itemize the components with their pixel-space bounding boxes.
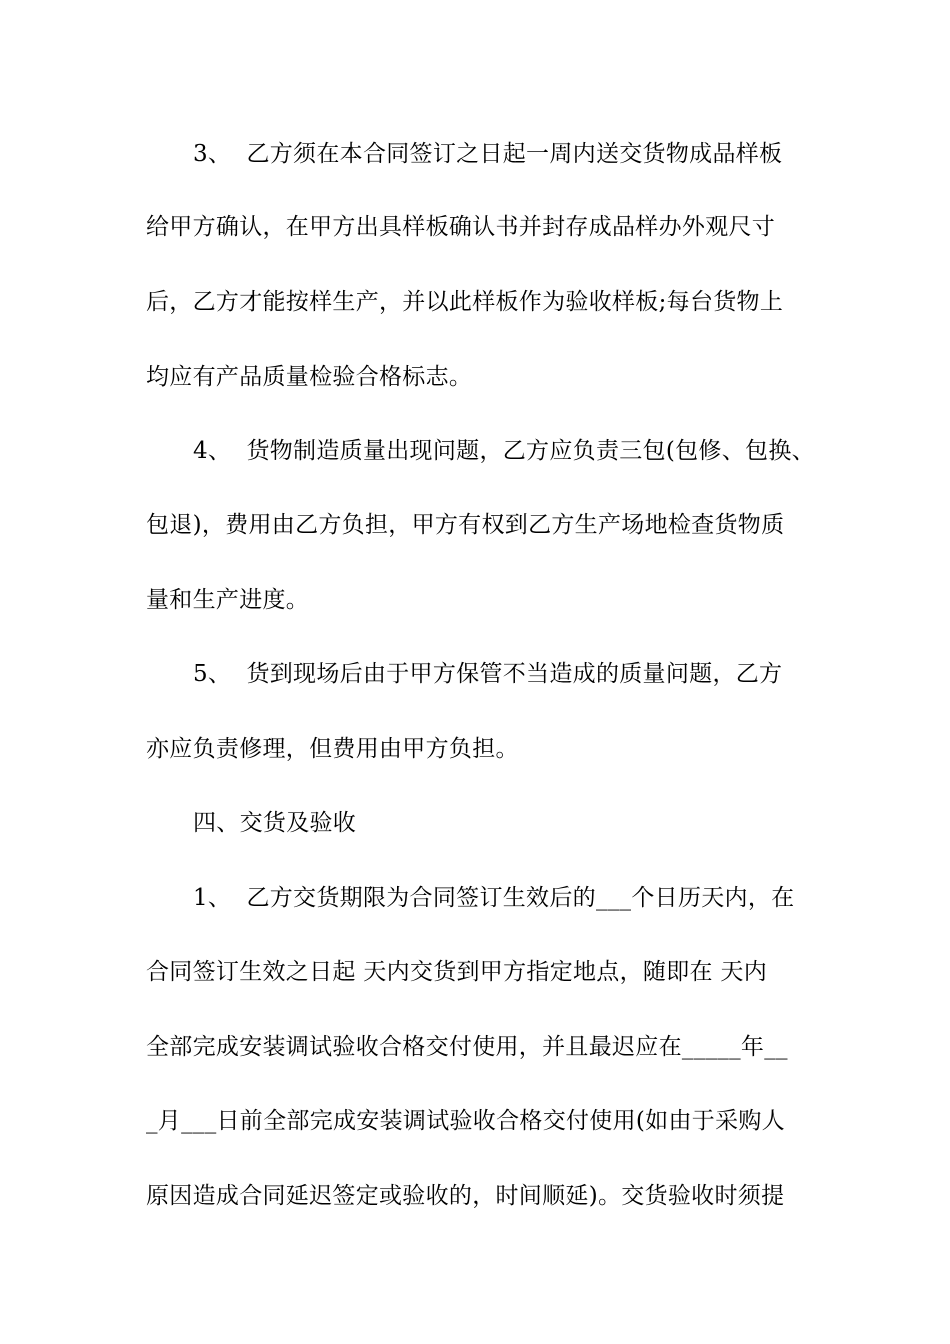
clause-5-line-2: 亦应负责修理，但费用由甲方负担。 [146,736,519,762]
delivery-clause-1-line-3: 全部完成安装调试验收合格交付使用，并且最迟应在_____年__ [146,1034,788,1060]
clause-3-line-2: 给甲方确认，在甲方出具样板确认书并封存成品样办外观尺寸 [146,214,776,240]
clause-4-line-2: 包退)，费用由乙方负担，甲方有权到乙方生产场地检查货物质 [146,512,785,538]
clause-4-line-1: 4、 货物制造质量出现问题，乙方应负责三包(包修、包换、 [193,438,815,464]
delivery-clause-1-line-5: 原因造成合同延迟签定或验收的，时间顺延)。交货验收时须提 [146,1183,785,1209]
delivery-clause-1-line-1: 1、 乙方交货期限为合同签订生效后的___个日历天内，在 [193,885,795,911]
clause-3-line-1: 3、 乙方须在本合同签订之日起一周内送交货物成品样板 [193,141,783,167]
delivery-clause-1-line-4: _月___日前全部完成安装调试验收合格交付使用(如由于采购人 [146,1108,785,1134]
delivery-clause-1-line-2: 合同签订生效之日起 天内交货到甲方指定地点，随即在 天内 [146,959,768,985]
section-heading: 四、交货及验收 [193,810,357,836]
clause-3-line-3: 后，乙方才能按样生产，并以此样板作为验收样板;每台货物上 [146,289,784,315]
clause-4-line-3: 量和生产进度。 [146,587,310,613]
clause-5-line-1: 5、 货到现场后由于甲方保管不当造成的质量问题，乙方 [193,661,783,687]
clause-3-line-4: 均应有产品质量检验合格标志。 [146,364,473,390]
